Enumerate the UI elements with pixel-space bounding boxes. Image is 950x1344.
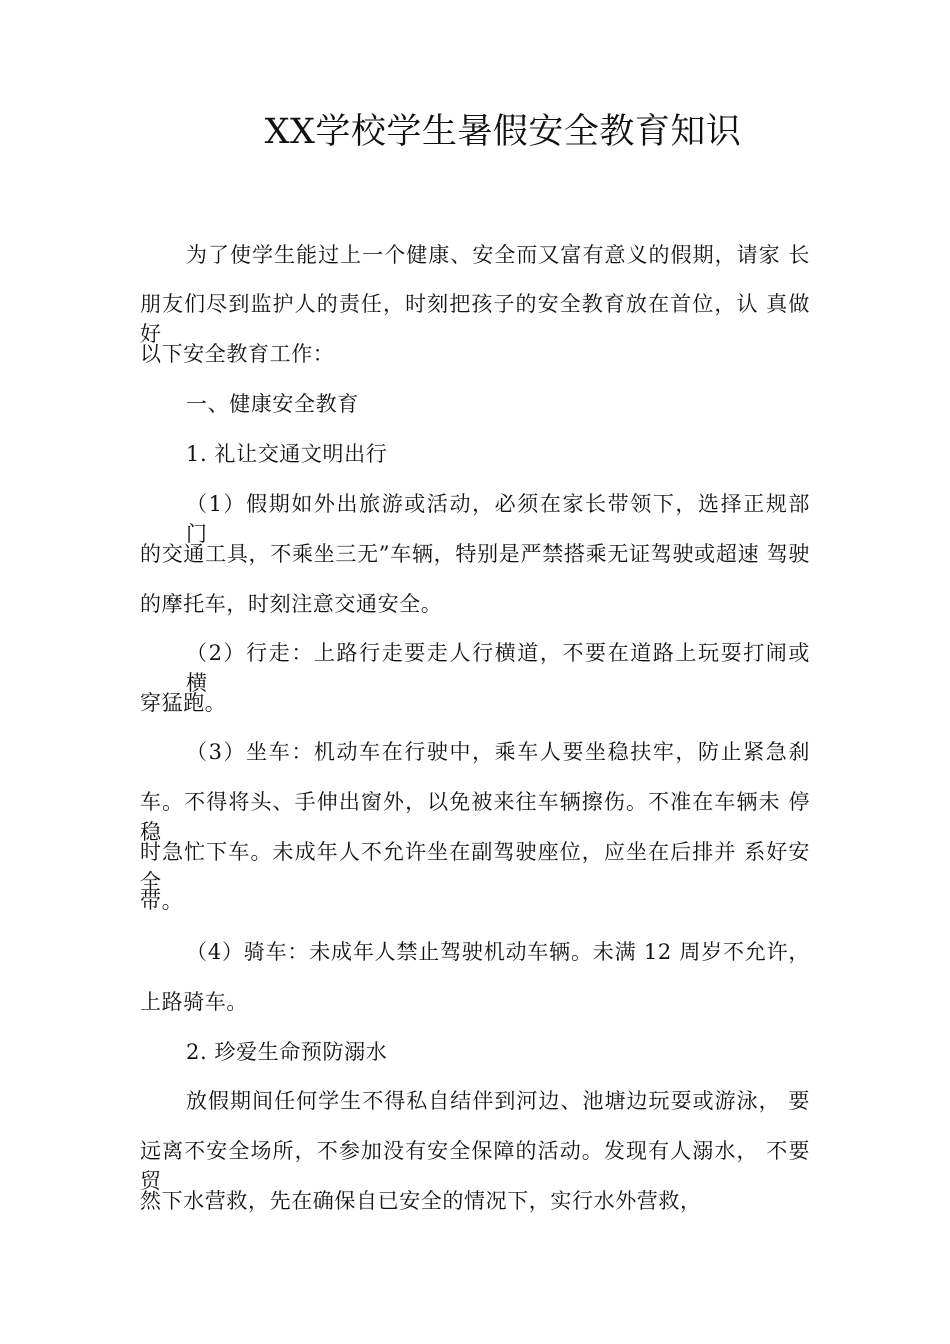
paragraph-line: （1）假期如外出旅游或活动，必须在家长带领下，选择正规部 门 xyxy=(186,492,810,546)
subsection-heading: 1. 礼让交通文明出行 xyxy=(186,442,388,466)
paragraph-line: 车。不得将头、手伸出窗外，以免被来往车辆擦伤。不准在车辆未 停稳 xyxy=(140,790,810,844)
paragraph-line: 放假期间任何学生不得私自结伴到河边、池塘边玩耍或游泳， 要 xyxy=(186,1089,810,1113)
paragraph-line: 带。 xyxy=(140,889,184,913)
paragraph-line: 的摩托车，时刻注意交通安全。 xyxy=(140,592,443,616)
paragraph-line: 的交通工具，不乘坐三无”车辆，特别是严禁搭乘无证驾驶或超速 驾驶 xyxy=(140,542,810,566)
subsection-heading: 2. 珍爱生命预防溺水 xyxy=(186,1040,388,1064)
paragraph-line: （4）骑车：未成年人禁止驾驶机动车辆。未满 12 周岁不允许， xyxy=(186,940,810,964)
paragraph-line: 穿猛跑。 xyxy=(140,691,227,715)
paragraph-line: （3）坐车：机动车在行驶中，乘车人要坐稳扶牢，防止紧急刹 xyxy=(186,740,810,764)
paragraph-line: 然下水营救，先在确保自已安全的情况下，实行水外营救， xyxy=(140,1189,702,1213)
paragraph-line: 为了使学生能过上一个健康、安全而又富有意义的假期，请家 长 xyxy=(186,243,810,267)
paragraph-line: 远离不安全场所，不参加没有安全保障的活动。发现有人溺水， 不要贸 xyxy=(140,1139,810,1193)
paragraph-line: 朋友们尽到监护人的责任，时刻把孩子的安全教育放在首位，认 真做好 xyxy=(140,292,810,346)
document-title: XX学校学生暑假安全教育知识 xyxy=(264,112,742,152)
paragraph-line: 时急忙下车。未成年人不允许坐在副驾驶座位，应坐在后排并 系好安全 xyxy=(140,840,810,894)
section-heading: 一、健康安全教育 xyxy=(186,392,359,416)
paragraph-line: 上路骑车。 xyxy=(140,990,248,1014)
paragraph-line: 以下安全教育工作： xyxy=(140,342,335,366)
paragraph-line: （2）行走：上路行走要走人行横道，不要在道路上玩耍打闹或 横 xyxy=(186,641,810,695)
